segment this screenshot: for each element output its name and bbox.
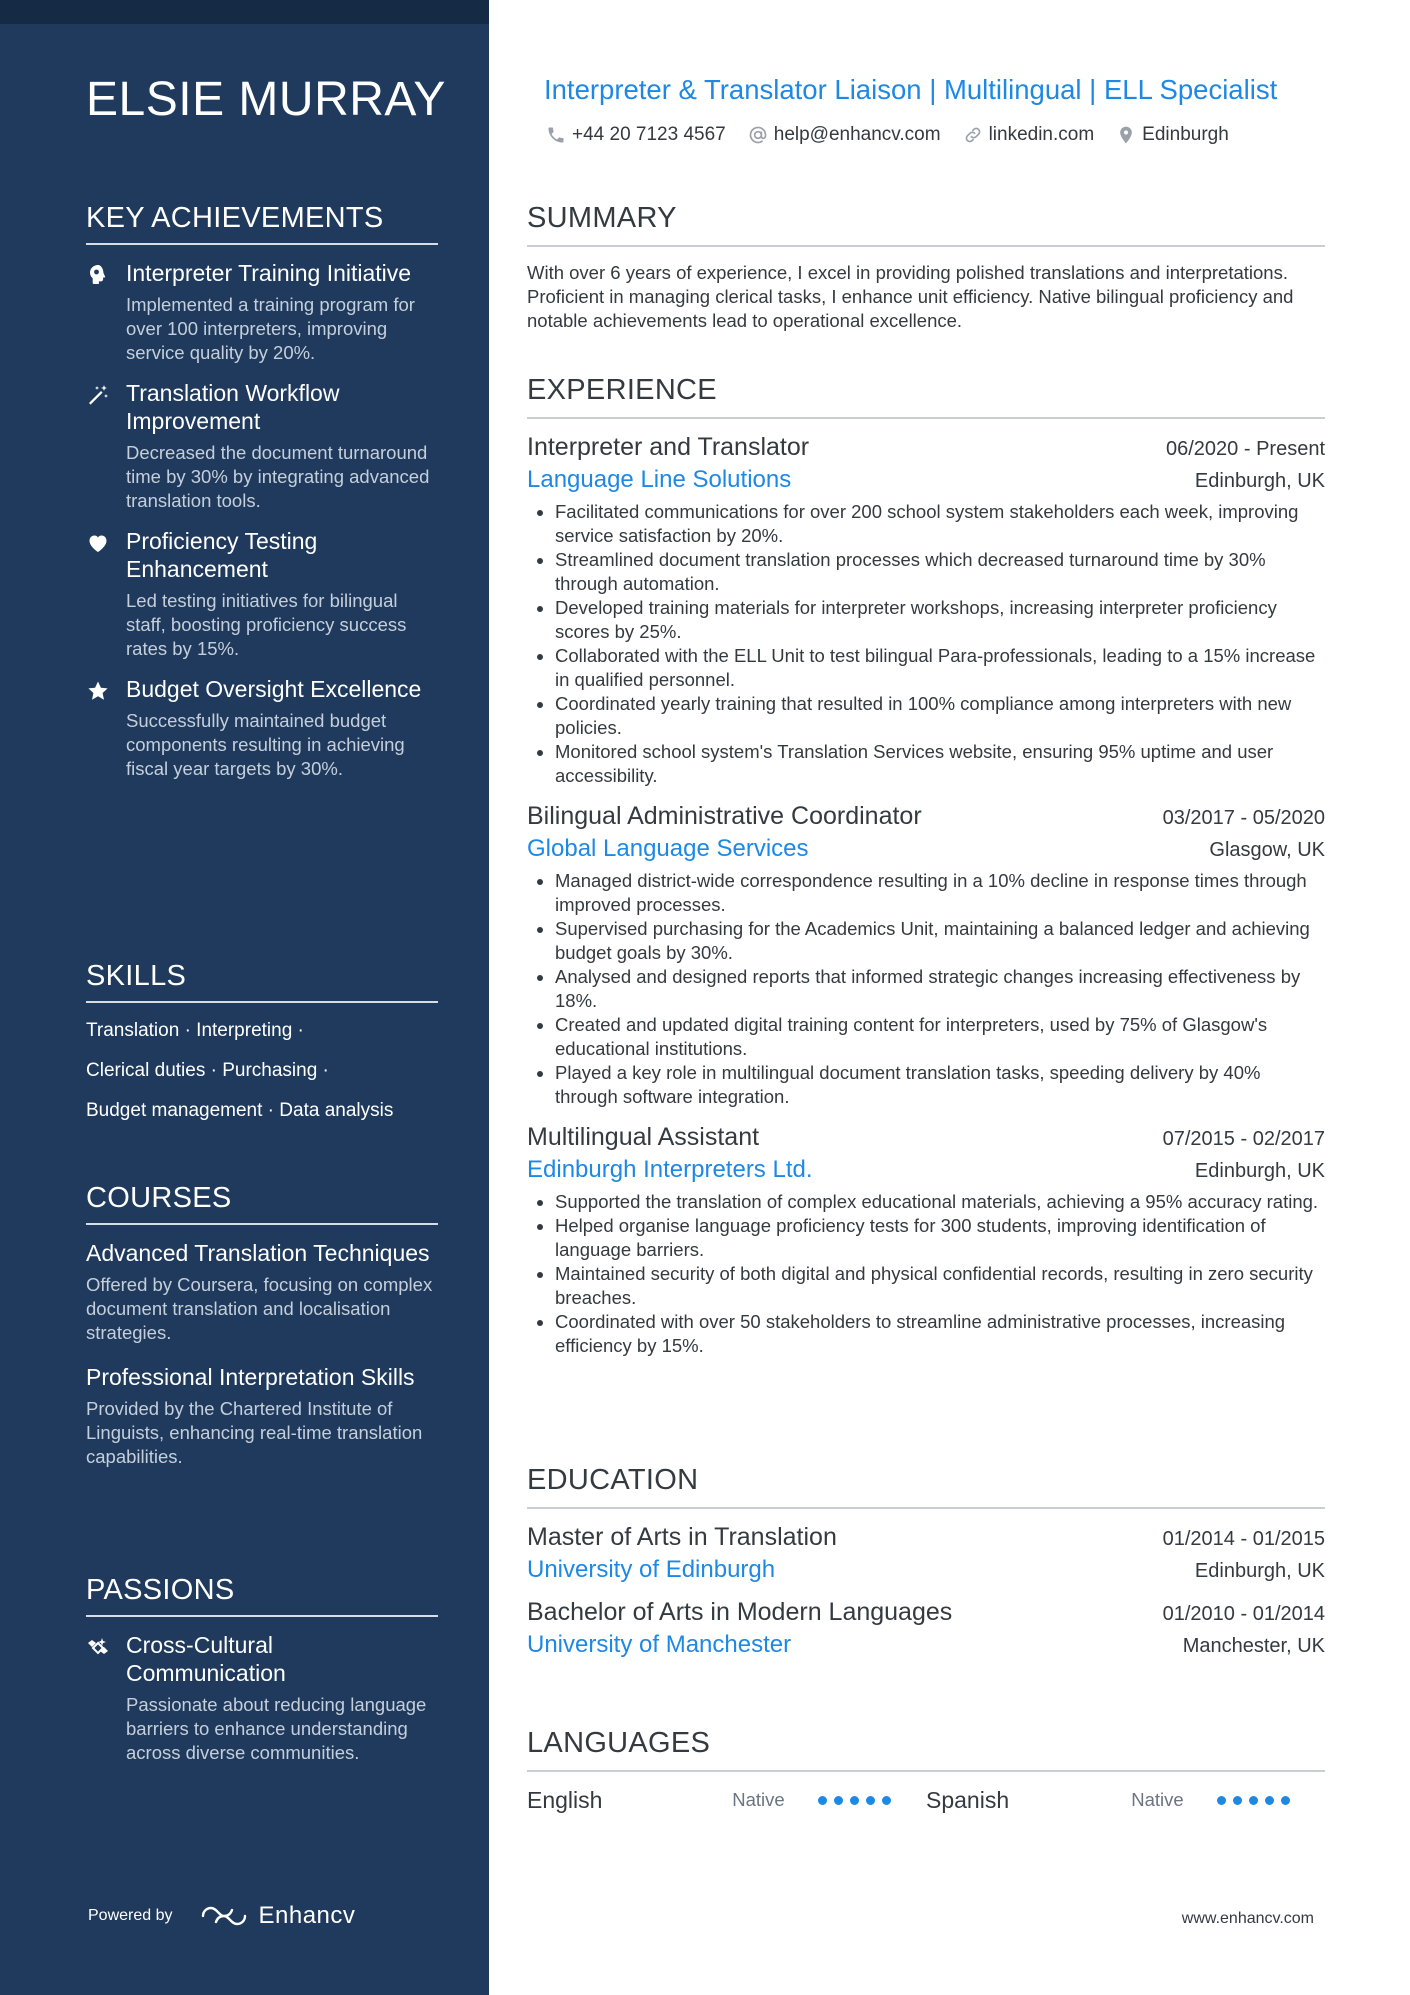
- job-bullets: [527, 1190, 1325, 1358]
- passion-description: Passionate about reducing language barriers to enhance understanding across diverse communities.: [126, 1694, 427, 1763]
- enhancv-brand: Enhancv: [258, 1902, 356, 1929]
- job-bullet: • Supervised purchasing for the Academics Unit, maintaining a balanced ledger and achieving budget goals by 30%.: [555, 917, 1325, 965]
- job-bullet: • Streamlined document translation processes which decreased turnaround time by 30% through automation.: [555, 548, 1325, 596]
- location-text: Edinburgh: [1142, 124, 1229, 145]
- job-bullet: • Created and updated digital training content for interpreters, used by 75% of Glasgow's educational institutions.: [555, 1013, 1325, 1061]
- passion-item: [86, 1631, 438, 1765]
- job-bullet: • Supported the translation of complex educational materials, achieving a 95% accuracy rating.: [555, 1190, 1325, 1214]
- job-bullet: • Played a key role in multilingual document translation tasks, speeding delivery by 40% through software integration.: [555, 1061, 1325, 1109]
- job-bullet: • Coordinated with over 50 stakeholders to streamline administrative processes, increasing efficiency by 15%.: [555, 1310, 1325, 1358]
- enhancv-logo-icon: [199, 1903, 249, 1929]
- job-bullet: • Coordinated yearly training that resulted in 100% compliance among interpreters with new policies.: [555, 692, 1325, 740]
- proficiency-dot: [1281, 1796, 1290, 1805]
- footer-url[interactable]: www.enhancv.com: [1181, 1910, 1314, 1927]
- job-bullet: • Analysed and designed reports that informed strategic changes increasing effectiveness by 18%.: [555, 965, 1325, 1013]
- achievement-title: Budget Oversight Excellence: [126, 676, 422, 702]
- handshake-icon: [86, 1635, 110, 1659]
- summary-section: [527, 202, 1325, 333]
- language-name: Spanish: [926, 1786, 1010, 1813]
- heart-icon: [86, 531, 110, 555]
- experience-heading: EXPERIENCE: [527, 374, 1325, 419]
- job-company: Global Language Services: [527, 835, 809, 862]
- phone-text: +44 20 7123 4567: [572, 124, 726, 145]
- job-bullet: • Collaborated with the ELL Unit to test bilingual Para-professionals, leading to a 15% increase in qualified personnel.: [555, 644, 1325, 692]
- achievement-description: Decreased the document turnaround time by 30% by integrating advanced translation tools.: [126, 442, 430, 511]
- course-item: [86, 1239, 438, 1345]
- course-title: Advanced Translation Techniques: [86, 1240, 430, 1266]
- proficiency-dot: [882, 1796, 891, 1805]
- achievement-item: [86, 259, 438, 365]
- achievement-title: Interpreter Training Initiative: [126, 260, 412, 286]
- proficiency-dot: [818, 1796, 827, 1805]
- job-bullet: • Helped organise language proficiency tests for 300 students, improving identification of language barriers.: [555, 1214, 1325, 1262]
- job-bullets: [527, 500, 1325, 788]
- summary-heading: SUMMARY: [527, 202, 1325, 247]
- language-level: Native: [732, 1789, 785, 1810]
- achievement-description: Successfully maintained budget components resulting in achieving fiscal year targets by 30%.: [126, 710, 405, 779]
- education-entry: [527, 1598, 1325, 1659]
- email-text: help@enhancv.com: [773, 124, 941, 145]
- education-dates: 01/2014 - 01/2015: [1162, 1528, 1325, 1550]
- sidebar: [0, 0, 489, 1995]
- achievement-title: Translation Workflow Improvement: [126, 380, 340, 434]
- course-item: [86, 1363, 438, 1469]
- languages-row: [527, 1782, 1325, 1818]
- linkedin-text: linkedin.com: [988, 124, 1095, 145]
- education-dates: 01/2010 - 01/2014: [1162, 1603, 1325, 1625]
- language-level: Native: [1131, 1789, 1184, 1810]
- education-location: Edinburgh, UK: [1194, 1560, 1325, 1582]
- course-description: Provided by the Chartered Institute of Linguists, enhancing real-time translation capabilities.: [86, 1398, 423, 1467]
- job-location: Edinburgh, UK: [1194, 1160, 1325, 1182]
- job-bullet: • Maintained security of both digital and physical confidential records, resulting in zero security breaches.: [555, 1262, 1325, 1310]
- brain-icon: [86, 263, 110, 287]
- courses-section: [86, 1182, 438, 1487]
- at-icon: [748, 125, 768, 145]
- summary-text: With over 6 years of experience, I excel in providing polished translations and interpretations. Proficient in managing clerical tasks, I enhance unit efficiency. Native bilingual proficiency and notable achievements lead to operational excellence.: [527, 262, 1294, 331]
- link-icon: [963, 125, 983, 145]
- skills-row: Translation · Interpreting ·: [86, 1020, 304, 1041]
- course-title: Professional Interpretation Skills: [86, 1364, 415, 1390]
- achievement-title: Proficiency Testing Enhancement: [126, 528, 318, 582]
- passions-heading: PASSIONS: [86, 1574, 438, 1617]
- education-degree: Master of Arts in Translation: [527, 1523, 837, 1551]
- contact-phone[interactable]: [546, 124, 726, 146]
- skills-row: Budget management · Data analysis: [86, 1100, 394, 1121]
- achievement-item: [86, 379, 438, 513]
- candidate-name: ELSIE MURRAY: [86, 73, 446, 126]
- skills-section: [86, 960, 438, 1137]
- contact-email[interactable]: [748, 124, 941, 146]
- contact-linkedin[interactable]: [963, 124, 1095, 146]
- education-section: [527, 1464, 1325, 1659]
- passions-section: [86, 1574, 438, 1779]
- education-entry: [527, 1523, 1325, 1584]
- language-dots: [1217, 1796, 1325, 1805]
- education-location: Manchester, UK: [1182, 1635, 1325, 1657]
- job-location: Edinburgh, UK: [1194, 470, 1325, 492]
- job-role: Multilingual Assistant: [527, 1123, 760, 1151]
- key-achievements-heading: KEY ACHIEVEMENTS: [86, 202, 438, 245]
- proficiency-dot: [866, 1796, 875, 1805]
- job-bullets: [527, 869, 1325, 1109]
- achievement-item: [86, 527, 438, 661]
- job-dates: 07/2015 - 02/2017: [1162, 1128, 1325, 1150]
- courses-heading: COURSES: [86, 1182, 438, 1225]
- job-role: Interpreter and Translator: [527, 433, 810, 461]
- passion-title: Cross-Cultural Communication: [126, 1632, 286, 1686]
- sidebar-top-bar: [0, 0, 489, 24]
- headline: Interpreter & Translator Liaison | Multilingual | ELL Specialist: [544, 74, 1278, 105]
- proficiency-dot: [834, 1796, 843, 1805]
- contact-location: [1116, 124, 1229, 146]
- location-pin-icon: [1116, 125, 1136, 145]
- education-school: University of Manchester: [527, 1631, 792, 1658]
- languages-section: [527, 1727, 1325, 1818]
- education-heading: EDUCATION: [527, 1464, 1325, 1509]
- phone-icon: [546, 125, 566, 145]
- job-company: Language Line Solutions: [527, 466, 792, 493]
- proficiency-dot: [1233, 1796, 1242, 1805]
- job-bullet: • Monitored school system's Translation Services website, ensuring 95% uptime and user accessibility.: [555, 740, 1325, 788]
- languages-heading: LANGUAGES: [527, 1727, 1325, 1772]
- magic-wand-icon: [86, 383, 110, 407]
- job-location: Glasgow, UK: [1209, 839, 1325, 861]
- job-dates: 06/2020 - Present: [1166, 438, 1325, 460]
- education-degree: Bachelor of Arts in Modern Languages: [527, 1598, 953, 1626]
- powered-by-label: Powered by: [88, 1907, 173, 1924]
- proficiency-dot: [1265, 1796, 1274, 1805]
- skills-row: Clerical duties · Purchasing ·: [86, 1060, 329, 1081]
- job-dates: 03/2017 - 05/2020: [1162, 807, 1325, 829]
- course-description: Offered by Coursera, focusing on complex document translation and localisation strategies.: [86, 1274, 433, 1343]
- job-entry: [527, 1123, 1325, 1358]
- experience-section: [527, 374, 1325, 1358]
- contact-bar: [546, 124, 1251, 146]
- achievement-item: [86, 675, 438, 781]
- education-school: University of Edinburgh: [527, 1556, 776, 1583]
- language-dots: [818, 1796, 926, 1805]
- skills-heading: SKILLS: [86, 960, 438, 1003]
- achievement-description: Led testing initiatives for bilingual staff, boosting proficiency success rates by 15%.: [126, 590, 407, 659]
- star-icon: [86, 679, 110, 703]
- job-entry: [527, 802, 1325, 1109]
- proficiency-dot: [1249, 1796, 1258, 1805]
- job-bullet: • Facilitated communications for over 200 school system stakeholders each week, improving service satisfaction by 20%.: [555, 500, 1325, 548]
- key-achievements-section: [86, 202, 438, 795]
- job-role: Bilingual Administrative Coordinator: [527, 802, 922, 830]
- job-bullet: • Managed district-wide correspondence resulting in a 10% decline in response times through improved processes.: [555, 869, 1325, 917]
- proficiency-dot: [850, 1796, 859, 1805]
- language-name: English: [527, 1786, 603, 1813]
- job-entry: [527, 433, 1325, 788]
- job-company: Edinburgh Interpreters Ltd.: [527, 1156, 813, 1183]
- proficiency-dot: [1217, 1796, 1226, 1805]
- achievement-description: Implemented a training program for over 100 interpreters, improving service quality by 20%.: [126, 294, 415, 363]
- job-bullet: • Developed training materials for interpreter workshops, increasing interpreter proficiency scores by 25%.: [555, 596, 1325, 644]
- powered-by: [88, 1902, 355, 1930]
